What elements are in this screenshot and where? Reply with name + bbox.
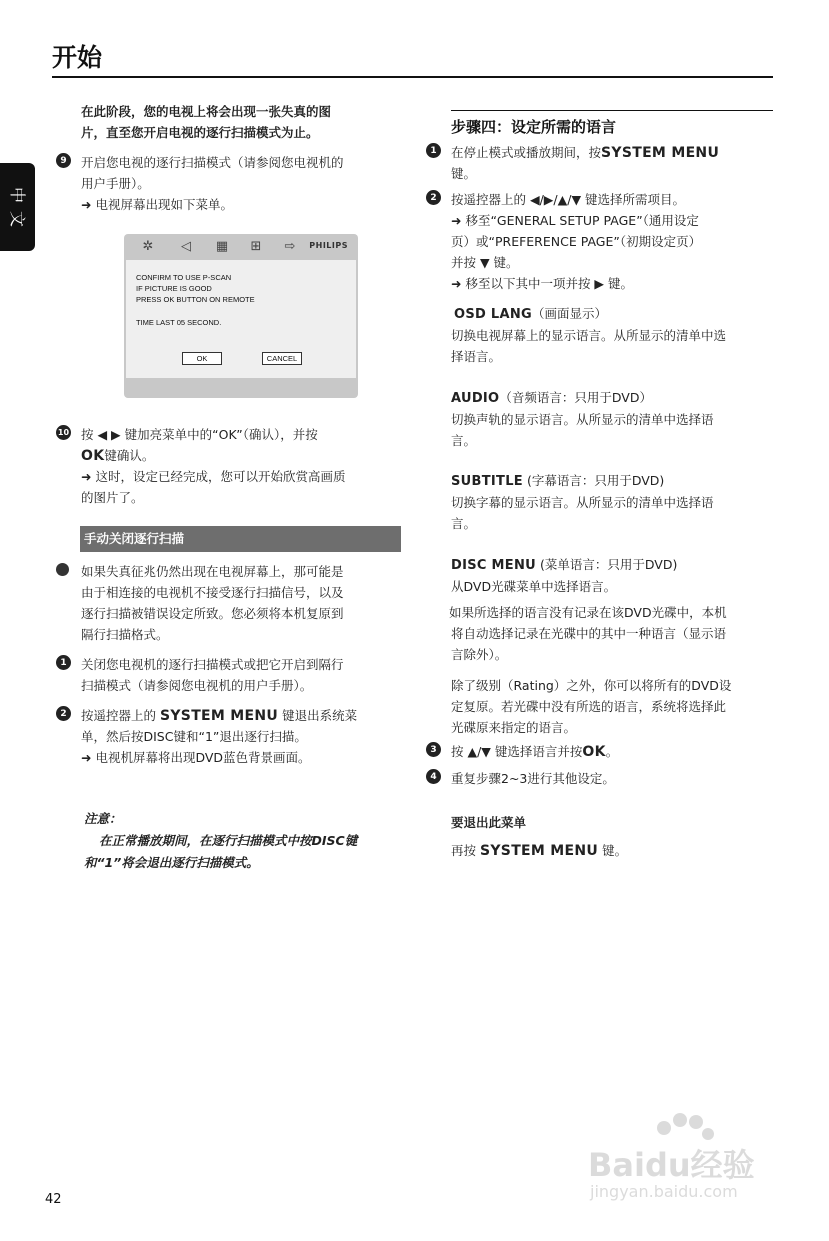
- step-10-number: 10: [56, 425, 71, 440]
- note-line-1: 在正常播放期间，在逐行扫描模式中按DISC键: [99, 833, 358, 848]
- subtitle-desc-1: 切换字幕的显示语言。从所显示的清单中选择语: [451, 495, 714, 510]
- disc-menu-key: DISC MENU: [451, 558, 537, 573]
- grid-icon: ⊞: [250, 239, 262, 254]
- watermark-url: jingyan.baidu.com: [590, 1182, 738, 1201]
- exit-pre: 再按: [451, 843, 480, 858]
- manual-step-2-line-2: 单，然后按DISC键和“1”退出逐行扫描。: [81, 729, 307, 744]
- manual-step-2-result: ➜ 电视机屏幕将出现DVD蓝色背景画面。: [81, 750, 311, 765]
- title-divider: [52, 76, 773, 78]
- step-four-heading: 步骤四：设定所需的语言: [451, 118, 617, 136]
- lang-step-3-pre: 按 ▲/▼ 键选择语言并按: [451, 744, 583, 759]
- osd-lang-paren: （画面显示）: [532, 306, 608, 321]
- fallback-para-line-2: 将自动选择记录在光碟中的其中一种语言（显示语: [451, 626, 727, 641]
- display-icon: ▦: [215, 239, 229, 254]
- lang-step-1-line-1: [451, 142, 719, 164]
- intro-line-1: 在此阶段，您的电视上将会出现一张失真的图: [81, 104, 332, 119]
- system-menu-key-exit: SYSTEM MENU: [479, 843, 599, 859]
- manual-step-2-line-1: [81, 705, 357, 727]
- screen-line-4: TIME LAST 05 SECOND.: [136, 318, 222, 327]
- bullet-dot: [56, 563, 69, 576]
- lang-step-1-pre: 在停止模式或播放期间，按: [451, 145, 602, 160]
- intro-line-2: 片，直至您开启电视的逐行扫描模式为止。: [81, 125, 319, 140]
- side-tab-char-2: 文: [8, 210, 28, 228]
- step-10-line-2: [81, 445, 154, 467]
- brand-logo: PHILIPS: [309, 241, 348, 250]
- exit-menu-line: [451, 840, 627, 862]
- section-heading-manual-off: 手动关闭逐行扫描: [80, 526, 401, 552]
- manual-step-2-post: 键退出系统菜: [278, 708, 358, 723]
- step-10-result-2: 的图片了。: [81, 490, 144, 505]
- audio-title: [451, 387, 652, 409]
- step-10-result-1: ➜ 这时，设定已经完成，您可以开始欣赏高画质: [81, 469, 346, 484]
- step-9-line-1: 开启您电视的逐行扫描模式（请参阅您电视机的: [81, 155, 344, 170]
- reset-para-line-1: 除了级别（Rating）之外，你可以将所有的DVD设: [451, 678, 732, 693]
- reset-para-line-3: 光碟原来指定的语言。: [451, 720, 577, 735]
- manual-step-2-pre: 按遥控器上的: [81, 708, 160, 723]
- reset-para-line-2: 定复原。若光碟中没有所选的语言，系统将选择此: [451, 699, 727, 714]
- screen-icon-bar: [124, 234, 358, 260]
- exit-arrow-icon: ⇨: [284, 239, 296, 254]
- settings-icon: ✲: [142, 239, 154, 254]
- lang-step-4-line: 重复步骤2~3进行其他设定。: [451, 771, 615, 786]
- page-number: 42: [45, 1192, 62, 1207]
- right-section-divider: [451, 110, 773, 111]
- language-side-tab: [0, 163, 35, 251]
- bullet-line-1: 如果失真征兆仍然出现在电视屏幕上，那可能是: [81, 564, 344, 579]
- ok-button[interactable]: OK: [182, 352, 222, 365]
- lang-step-2-result-1a: ➜ 移至“GENERAL SETUP PAGE”（通用设定: [451, 213, 699, 228]
- disc-menu-desc-1: 从DVD光碟菜单中选择语言。: [451, 579, 617, 594]
- bullet-line-3: 逐行扫描被错误设定所致。您必须将本机复原到: [81, 606, 344, 621]
- lang-step-2-result-1c: 并按 ▼ 键。: [451, 255, 519, 270]
- osd-lang-key: OSD LANG: [454, 307, 533, 322]
- system-menu-key: SYSTEM MENU: [159, 708, 279, 724]
- audio-desc-2: 言。: [451, 433, 477, 448]
- osd-lang-title: [454, 303, 607, 325]
- bullet-line-2: 由于相连接的电视机不接受逐行扫描信号，以及: [81, 585, 344, 600]
- subtitle-desc-2: 言。: [451, 516, 477, 531]
- audio-key: AUDIO: [451, 391, 500, 406]
- manual-step-1-number: 1: [56, 655, 71, 670]
- system-menu-key-right: SYSTEM MENU: [601, 145, 720, 161]
- audio-paren: （音频语言：只用于DVD）: [499, 390, 652, 405]
- lang-step-3-number: 3: [426, 742, 441, 757]
- ok-key-right: OK: [582, 744, 606, 760]
- tv-menu-screen: [124, 234, 358, 398]
- bullet-line-4: 隔行扫描格式。: [81, 627, 169, 642]
- step-10-line-2-text: 键确认。: [104, 448, 155, 463]
- disc-menu-paren: (菜单语言：只用于DVD): [536, 557, 678, 572]
- manual-step-1-line-1: 关闭您电视机的逐行扫描模式或把它开启到隔行: [81, 657, 344, 672]
- step-9-result: ➜ 电视屏幕出现如下菜单。: [81, 197, 233, 212]
- lang-step-2-result-1b: 页）或“PREFERENCE PAGE”（初期设定页）: [451, 234, 702, 249]
- fallback-para-line-3: 言除外）。: [451, 647, 508, 662]
- baidu-watermark: [588, 1110, 788, 1210]
- lang-step-4-number: 4: [426, 769, 441, 784]
- subtitle-title: [451, 470, 664, 492]
- speaker-icon: ◁: [181, 239, 191, 254]
- screen-line-3: PRESS OK BUTTON ON REMOTE: [136, 295, 255, 304]
- screen-dialog: [126, 260, 356, 378]
- page-title: 开始: [52, 43, 103, 72]
- lang-step-1-number: 1: [426, 143, 441, 158]
- osd-lang-desc-2: 择语言。: [451, 349, 502, 364]
- screen-line-2: IF PICTURE IS GOOD: [136, 284, 212, 293]
- lang-step-3-line: [451, 741, 618, 763]
- lang-step-2-number: 2: [426, 190, 441, 205]
- step-9-number: 9: [56, 153, 71, 168]
- manual-step-2-number: 2: [56, 706, 71, 721]
- exit-post: 键。: [598, 843, 628, 858]
- side-tab-char-1: 中: [8, 186, 28, 204]
- lang-step-2-result-2: ➜ 移至以下其中一项并按 ▶ 键。: [451, 276, 634, 291]
- lang-step-2-line-1: 按遥控器上的 ◀/▶/▲/▼ 键选择所需项目。: [451, 192, 686, 207]
- manual-step-1-line-2: 扫描模式（请参阅您电视机的用户手册）。: [81, 678, 313, 693]
- screen-line-1: CONFIRM TO USE P-SCAN: [136, 273, 232, 282]
- osd-lang-desc-1: 切换电视屏幕上的显示语言。从所显示的清单中选: [451, 328, 727, 343]
- cancel-button[interactable]: CANCEL: [262, 352, 302, 365]
- subtitle-key: SUBTITLE: [451, 474, 523, 489]
- exit-menu-heading: 要退出此菜单: [451, 815, 527, 830]
- lang-step-3-post: 。: [605, 744, 619, 759]
- step-10-line-1: 按 ◀ ▶ 键加亮菜单中的“OK”（确认），并按: [81, 427, 318, 442]
- fallback-para-line-1: 如果所选择的语言没有记录在该DVD光碟中，本机: [449, 605, 727, 620]
- audio-desc-1: 切换声轨的显示语言。从所显示的清单中选择语: [451, 412, 714, 427]
- ok-key: OK: [81, 448, 105, 464]
- step-9-line-2: 用户手册）。: [81, 176, 150, 191]
- watermark-brand: Baidu经验: [588, 1146, 755, 1184]
- lang-step-1-line-2: 键。: [451, 166, 477, 181]
- subtitle-paren: (字幕语言：只用于DVD): [522, 473, 665, 488]
- note-label: 注意：: [84, 811, 122, 826]
- note-line-2: 和“1”将会退出逐行扫描模式。: [84, 855, 259, 870]
- disc-menu-title: [451, 554, 677, 576]
